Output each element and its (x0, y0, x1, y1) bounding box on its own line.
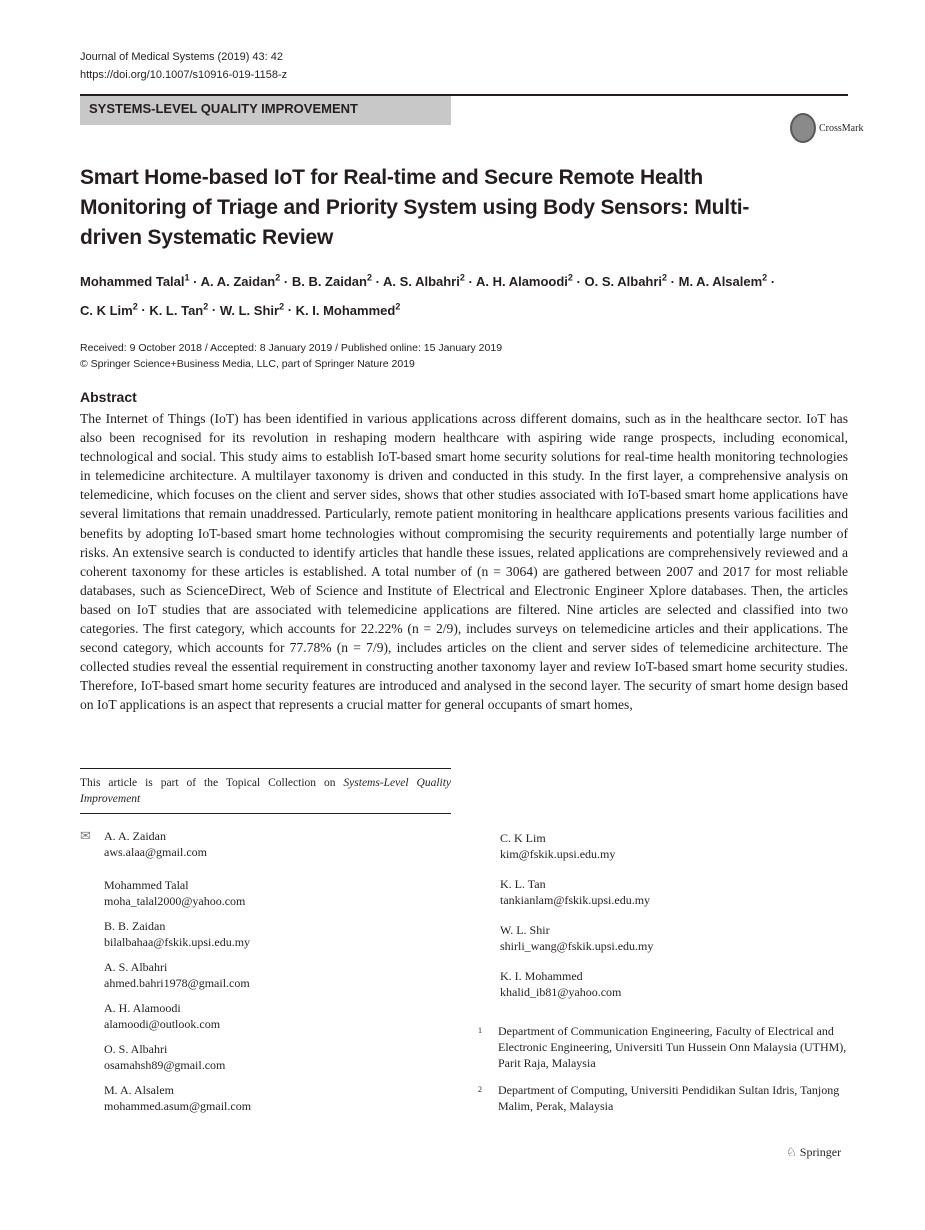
author-affiliation: 2 (762, 273, 768, 283)
contact-entry (500, 876, 830, 908)
publisher-name: Springer (799, 1145, 842, 1159)
topical-collection-name: Systems-Level Quality Improvement (80, 777, 452, 805)
author-name: Mohammed Talal (80, 274, 185, 290)
author-affiliation: 1 (184, 273, 190, 283)
author-name: B. B. Zaidan (291, 274, 367, 290)
contact-email[interactable]: alamoodi@outlook.com (104, 1017, 221, 1031)
author-affiliation: 2 (366, 273, 372, 283)
crossmark-badge[interactable] (790, 113, 863, 143)
contacts-left (104, 828, 434, 1123)
author[interactable] (220, 303, 284, 318)
topical-collection-note (80, 768, 451, 814)
journal-header (80, 48, 287, 84)
contact-name: B. B. Zaidan (104, 919, 166, 933)
separator: · (767, 274, 776, 290)
separator: · (572, 274, 585, 290)
contact-name: Mohammed Talal (104, 878, 189, 892)
author[interactable] (292, 274, 372, 289)
author[interactable] (383, 274, 465, 289)
author-name: K. I. Mohammed (295, 302, 396, 318)
affiliation (478, 1023, 848, 1071)
author[interactable] (149, 303, 208, 318)
abstract-text: The Internet of Things (IoT) has been identified in various applications across different domains, such as in the healthcare sector. IoT has also been recognised for its revolution in reshaping modern healthcare with aspiring wide range prospects, including economical, technological and social. This study aims to establish IoT-based smart home security solutions for real-time health monitoring technologies in telemedicine architecture. A multilayer taxonomy is driven and conducted in this study. In the first layer, a comprehensive analysis on telemedicine, which focuses on the client and server sides, shows that other studies associated with IoT-based smart home applications have several limitations that remain unaddressed. Particularly, remote patient monitoring in healthcare applications presents various facilities and benefits by adopting IoT-based smart home technologies without compromising the security requirements and potentially large number of risks. An extensive search is conducted to identify articles that handle these issues, related applications are comprehensively reviewed and a coherent taxonomy for these articles is established. A total number of (n = 3064) are gathered between 2007 and 2017 for most reliable databases, such as ScienceDirect, Web of Science and Institute of Electrical and Electronic Engineer Xplore databases. Then, the articles based on IoT studies that are associated with telemedicine applications are filtered. Nine articles are selected and classified into two categories. The first category, which accounts for 22.22% (n = 2/9), includes surveys on telemedicine articles and their applications. The second category, which accounts for 77.78% (n = 7/9), includes articles on the client and server sides of telemedicine architecture. The collected studies reveal the essential requirement in constructing another taxonomy layer and review IoT-based smart home security studies. Therefore, IoT-based smart home security features are introduced and analysed in the second layer. The security of smart home design based on IoT applications is an aspect that represents a crucial matter for general occupants of smart homes, (80, 411, 848, 713)
contact-name: W. L. Shir (500, 923, 550, 937)
author-affiliation: 2 (459, 273, 465, 283)
separator: · (280, 274, 292, 290)
contact-entry (104, 918, 434, 950)
contact-email[interactable]: aws.alaa@gmail.com (104, 845, 208, 859)
contact-email[interactable]: kim@fskik.upsi.edu.my (500, 847, 616, 861)
affiliation (478, 1082, 848, 1114)
author-affiliation: 2 (567, 273, 573, 283)
affiliation-number: 2 (478, 1085, 482, 1094)
envelope-icon: ✉ (80, 828, 91, 843)
author[interactable] (679, 274, 768, 289)
doi-link[interactable]: https://doi.org/10.1007/s10916-019-1158-z (80, 69, 288, 81)
topical-prefix: This article is part of the Topical Collection on (80, 777, 344, 789)
contact-email[interactable]: ahmed.bahri1978@gmail.com (104, 976, 250, 990)
crossmark-label: CrossMark (819, 122, 864, 134)
contact-email[interactable]: bilalbahaa@fskik.upsi.edu.my (104, 935, 251, 949)
author-affiliation: 2 (395, 301, 401, 312)
author-name: A. H. Alamoodi (475, 274, 568, 290)
abstract-heading: Abstract (80, 389, 137, 405)
publication-info (80, 340, 502, 372)
contact-entry (500, 922, 830, 954)
contact-entry (104, 1000, 434, 1032)
author-affiliation: 2 (279, 301, 285, 312)
author-affiliation: 2 (662, 273, 668, 283)
author[interactable] (296, 303, 401, 318)
contact-name: A. S. Albahri (104, 960, 168, 974)
affiliation-text: Department of Communication Engineering, Faculty of Electrical and Electronic Engineering, Universiti Tun Hussein Onn Malaysia (UTHM), Parit Raja, Malaysia (498, 1024, 847, 1070)
contact-email[interactable]: mohammed.asum@gmail.com (104, 1099, 252, 1113)
author-name: W. L. Shir (219, 302, 280, 318)
author-name: C. K Lim (80, 302, 133, 318)
springer-horse-icon: ♘ (786, 1145, 797, 1159)
affiliations (478, 1023, 848, 1125)
affiliation-text: Department of Computing, Universiti Pendidikan Sultan Idris, Tanjong Malim, Perak, Malaysia (498, 1083, 840, 1113)
contact-email[interactable]: khalid_ib81@yahoo.com (500, 985, 622, 999)
separator: · (208, 302, 220, 318)
crossmark-icon (790, 113, 816, 143)
contact-name: O. S. Albahri (104, 1042, 168, 1056)
copyright: © Springer Science+Business Media, LLC, part of Springer Nature 2019 (80, 358, 415, 370)
author-affiliation: 2 (203, 301, 209, 312)
author[interactable] (80, 303, 138, 318)
separator: · (667, 274, 679, 290)
contact-name: A. H. Alamoodi (104, 1001, 181, 1015)
affiliation-number: 1 (478, 1026, 482, 1035)
author-affiliation: 2 (132, 301, 138, 312)
contact-name: K. L. Tan (500, 877, 546, 891)
author[interactable] (476, 274, 573, 289)
section-label: SYSTEMS-LEVEL QUALITY IMPROVEMENT (80, 96, 451, 125)
author-list (80, 266, 850, 323)
author-name: A. S. Albahri (383, 274, 460, 290)
separator: · (189, 274, 201, 290)
separator: · (371, 274, 384, 290)
author[interactable] (80, 274, 190, 289)
separator: · (137, 302, 150, 318)
author[interactable] (585, 274, 668, 289)
contact-email[interactable]: osamahsh89@gmail.com (104, 1058, 226, 1072)
paper-title: Smart Home-based IoT for Real-time and Secure Remote Health Monitoring of Triage and Priority System using Body Sensors: Multi-driven Systematic Review (80, 166, 750, 249)
contact-name: A. A. Zaidan (104, 829, 166, 843)
contact-email[interactable]: moha_talal2000@yahoo.com (104, 894, 246, 908)
contact-email[interactable]: shirli_wang@fskik.upsi.edu.my (500, 939, 654, 953)
separator: · (284, 302, 296, 318)
author-name: M. A. Alsalem (678, 274, 763, 290)
contact-entry (500, 830, 830, 862)
contact-entry (500, 968, 830, 1000)
contact-name: C. K Lim (500, 831, 546, 845)
author-affiliation: 2 (275, 273, 281, 283)
separator: · (464, 274, 476, 290)
contact-entry (104, 1041, 434, 1073)
contacts-right (500, 830, 830, 1009)
contact-email[interactable]: tankianlam@fskik.upsi.edu.my (500, 893, 651, 907)
contact-entry (104, 877, 434, 909)
author[interactable] (201, 274, 281, 289)
contact-entry (104, 959, 434, 991)
contact-name: K. I. Mohammed (500, 969, 583, 983)
contact-name: M. A. Alsalem (104, 1083, 175, 1097)
author-name: O. S. Albahri (584, 274, 663, 290)
author-name: K. L. Tan (149, 302, 204, 318)
author-name: A. A. Zaidan (200, 274, 276, 290)
contact-entry (104, 1082, 434, 1114)
dates: Received: 9 October 2018 / Accepted: 8 January 2019 / Published online: 15 January 2019 (80, 342, 503, 354)
contact-entry (104, 828, 434, 860)
journal-citation: Journal of Medical Systems (2019) 43: 42 (80, 51, 283, 63)
springer-logo (786, 1145, 841, 1160)
